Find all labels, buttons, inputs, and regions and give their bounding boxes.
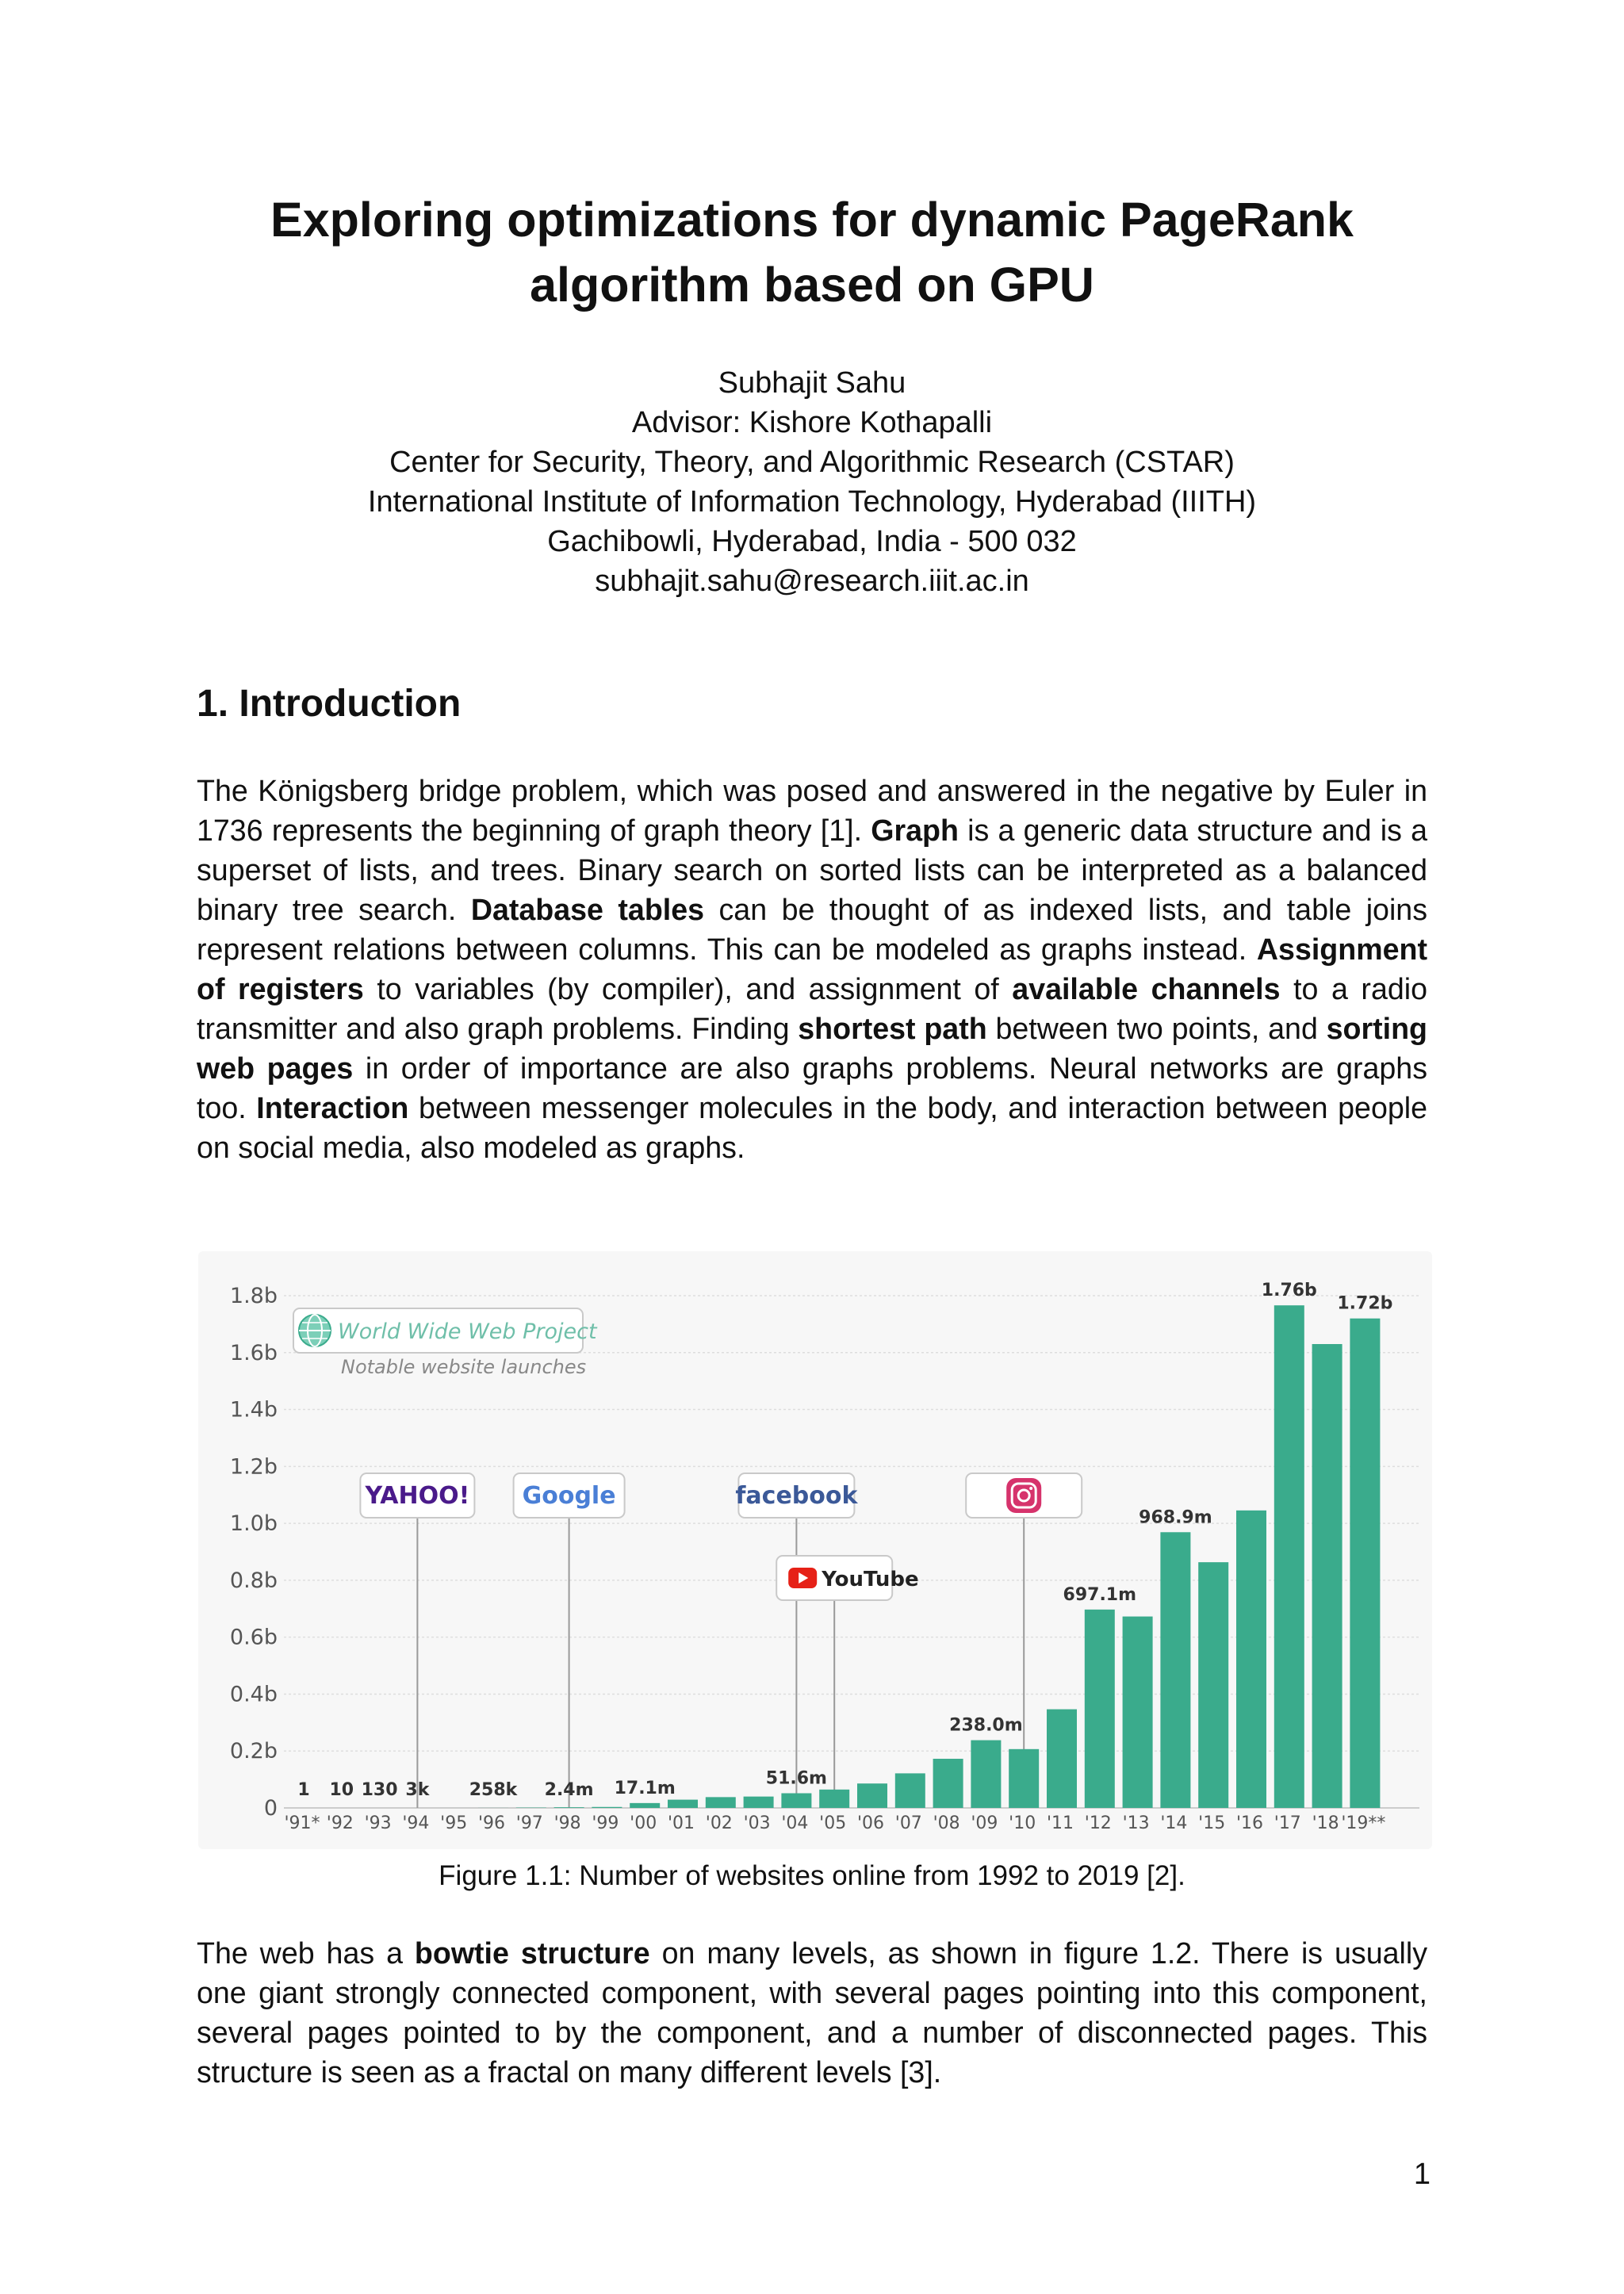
bar <box>592 1807 622 1808</box>
x-tick-label: '02 <box>705 1813 733 1833</box>
launch-logo-text: YouTube <box>822 1568 919 1591</box>
bar <box>1198 1562 1228 1808</box>
x-tick-label: '10 <box>1009 1813 1036 1833</box>
data-label: 258k <box>469 1780 518 1800</box>
yahoo-logo: YAHOO! <box>365 1482 470 1510</box>
data-label: 17.1m <box>614 1778 676 1798</box>
x-tick-label: '92 <box>326 1813 354 1833</box>
x-tick-label: '94 <box>402 1813 430 1833</box>
data-label: 968.9m <box>1139 1507 1212 1528</box>
data-label: 10 <box>329 1780 354 1800</box>
x-tick-label: '99 <box>592 1813 619 1833</box>
data-label: 697.1m <box>1063 1584 1137 1605</box>
bar <box>1047 1710 1077 1808</box>
y-tick-label: 1.8b <box>229 1284 278 1308</box>
x-tick-label: '18 <box>1312 1813 1339 1833</box>
bar <box>857 1783 887 1808</box>
y-tick-label: 1.2b <box>229 1454 278 1480</box>
x-tick-label: '07 <box>894 1813 922 1833</box>
bar <box>1350 1319 1380 1808</box>
data-label: 1.76b <box>1261 1281 1317 1301</box>
center-line: Center for Security, Theory, and Algorithmic Research (CSTAR) <box>389 446 1235 479</box>
page-number: 1 <box>1413 2158 1431 2191</box>
x-tick-label: '95 <box>440 1813 468 1833</box>
bar <box>1312 1344 1342 1808</box>
bar <box>706 1797 736 1808</box>
bar <box>971 1741 1001 1808</box>
data-label: 2.4m <box>544 1780 594 1800</box>
bold-term: Database tables <box>470 893 705 926</box>
bold-term: Graph <box>871 814 959 847</box>
paper-title: Exploring optimizations for dynamic PageRank algorithm based on GPU <box>270 193 1354 312</box>
y-tick-label: 1.0b <box>229 1511 278 1537</box>
x-tick-label: '12 <box>1084 1813 1112 1833</box>
bar <box>933 1759 963 1808</box>
bold-term: shortest path <box>798 1012 987 1045</box>
bar <box>1009 1749 1039 1808</box>
bowtie-paragraph: The web has a bowtie structure on many levels, as shown in figure 1.2. There is usually one giant strongly connected component, with several pages pointing into this component, several pages pointed to by the component, and a number of disconnected pages. This structure is seen as a fractal on many different levels [3]. <box>197 1936 1427 2089</box>
youtube-icon <box>788 1568 817 1588</box>
intro-paragraph: The Königsberg bridge problem, which was posed and answered in the negative by Euler in 1736 represents the beginning of graph theory [1]. Graph is a generic data structure and is a superset of lists, and trees. Binary search on sorted lists can be interpreted as a balanced binary tree search. Database tables can be thought of as indexed lists, and table joins represent relations between columns. This can be modeled as graphs instead. Assignment of registers to variables (by compiler), and assignment of available channels to a radio transmitter and also graph problems. Finding shortest path between two points, and sorting web pages in order of importance are also graphs problems. Neural networks are graphs too. Interaction between messenger molecules in the body, and interaction between people on social media, also modeled as graphs. <box>197 774 1427 1164</box>
institute-line: International Institute of Information Technology, Hyderabad (IIITH) <box>367 485 1257 519</box>
x-tick-label: '19** <box>1341 1813 1386 1833</box>
data-label: 1 <box>297 1780 310 1800</box>
x-tick-label: '91* <box>284 1813 320 1833</box>
data-label: 3k <box>405 1780 430 1800</box>
bar <box>630 1803 660 1808</box>
x-tick-label: '16 <box>1235 1813 1264 1833</box>
y-tick-label: 0.2b <box>229 1739 278 1764</box>
y-tick-label: 0.6b <box>229 1625 278 1650</box>
x-tick-label: '00 <box>630 1813 657 1833</box>
y-tick-label: 0 <box>263 1796 278 1821</box>
x-tick-label: '03 <box>743 1813 771 1833</box>
bar <box>744 1797 774 1808</box>
bold-term: Assignment of registers <box>197 933 1427 1005</box>
x-tick-label: '05 <box>819 1813 847 1833</box>
google-logo: Google <box>522 1482 616 1510</box>
email-line: subhajit.sahu@research.iiit.ac.in <box>595 565 1029 598</box>
bold-term: available channels <box>1012 972 1281 1005</box>
author-block <box>190 363 1434 601</box>
x-tick-label: '93 <box>364 1813 392 1833</box>
x-tick-label: '04 <box>781 1813 809 1833</box>
advisor-line: Advisor: Kishore Kothapalli <box>631 406 993 439</box>
y-tick-label: 0.4b <box>229 1682 278 1707</box>
legend-note-label: Notable website launches <box>341 1356 587 1378</box>
instagram-icon <box>1006 1478 1041 1513</box>
data-label: 51.6m <box>765 1768 828 1789</box>
bold-term: bowtie structure <box>414 1936 650 1970</box>
x-tick-label: '98 <box>553 1813 581 1833</box>
x-tick-label: '14 <box>1160 1813 1188 1833</box>
x-tick-label: '15 <box>1198 1813 1226 1833</box>
bar <box>1236 1511 1266 1808</box>
data-label: 1.72b <box>1337 1293 1393 1314</box>
bold-term: Interaction <box>256 1091 409 1124</box>
bar <box>554 1807 584 1808</box>
author-name: Subhajit Sahu <box>718 366 906 400</box>
bold-term: sorting web pages <box>197 1012 1427 1085</box>
bar <box>819 1790 849 1808</box>
bar <box>1274 1305 1304 1808</box>
bar <box>895 1773 925 1808</box>
globe-icon <box>299 1315 331 1346</box>
legend-project-label: World Wide Web Project <box>338 1319 597 1344</box>
y-tick-label: 0.8b <box>229 1568 278 1593</box>
bar <box>1123 1617 1153 1808</box>
x-tick-label: '97 <box>515 1813 543 1833</box>
y-tick-label: 1.4b <box>229 1397 278 1423</box>
data-label: 238.0m <box>949 1715 1023 1736</box>
figure-caption: Figure 1.1: Number of websites online from 1992 to 2019 [2]. <box>439 1860 1185 1891</box>
y-tick-label: 1.6b <box>229 1340 278 1365</box>
websites-bar-chart <box>198 1251 1432 1849</box>
bar <box>1160 1532 1190 1808</box>
figure-chart <box>198 1251 1432 1849</box>
x-tick-label: '96 <box>477 1813 506 1833</box>
bar <box>781 1793 811 1808</box>
bar <box>668 1800 698 1808</box>
facebook-logo: facebook <box>735 1482 858 1510</box>
x-tick-label: '06 <box>856 1813 885 1833</box>
bar <box>1085 1610 1115 1808</box>
address-line: Gachibowli, Hyderabad, India - 500 032 <box>547 525 1077 558</box>
x-tick-label: '09 <box>971 1813 998 1833</box>
x-tick-label: '17 <box>1274 1813 1301 1833</box>
data-label: 130 <box>361 1780 398 1800</box>
x-tick-label: '01 <box>667 1813 695 1833</box>
x-tick-label: '08 <box>933 1813 960 1833</box>
section-heading: 1. Introduction <box>197 683 462 725</box>
x-tick-label: '13 <box>1122 1813 1150 1833</box>
x-tick-label: '11 <box>1046 1813 1074 1833</box>
